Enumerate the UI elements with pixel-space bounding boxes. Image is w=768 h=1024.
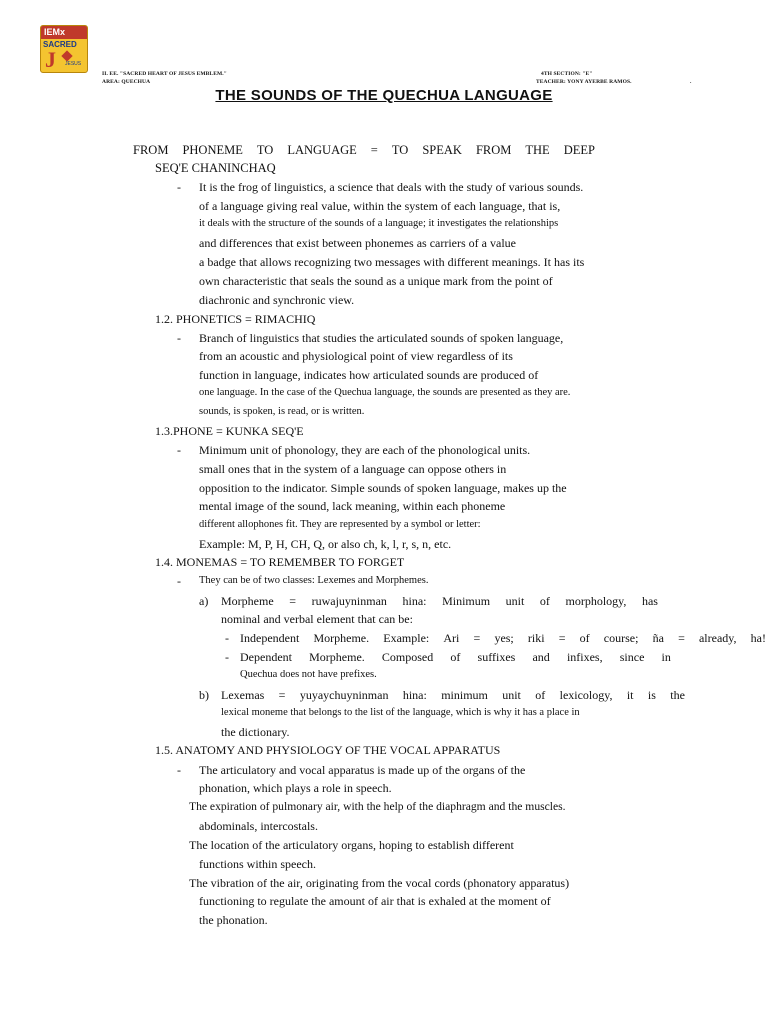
heading-word: TO — [256, 143, 274, 157]
bullet-dash: - — [177, 443, 181, 457]
word: Lexemas — [221, 688, 265, 702]
section-heading-1-4: 1.4. MONEMAS = TO REMEMBER TO FORGET — [155, 555, 405, 569]
word: Composed — [381, 650, 434, 664]
word: of — [539, 594, 550, 608]
word: Ari — [443, 631, 460, 645]
word: lexicology, — [559, 688, 613, 702]
morpheme-definition — [221, 594, 658, 608]
example-line: Example: M, P, H, CH, Q, or also ch, k, l, r, s, n, etc. — [199, 537, 452, 551]
word: = — [678, 631, 685, 645]
word: hina: — [402, 594, 427, 608]
section-heading-1-3: 1.3.PHONE = KUNKA SEQ'E — [155, 424, 304, 438]
paragraph-line: the phonation. — [199, 913, 268, 927]
paragraph-line: mental image of the sound, lack meaning, within each phoneme — [199, 499, 506, 513]
word: in — [661, 650, 671, 664]
word: minimum — [441, 688, 488, 702]
logo-text-small: JESUS — [65, 61, 82, 67]
word: = — [289, 594, 297, 608]
heading-word: = — [370, 143, 378, 157]
dependent-morpheme — [240, 650, 671, 664]
word: ha! — [750, 631, 766, 645]
maple-leaf-icon — [61, 50, 72, 61]
paragraph-line: functioning to regulate the amount of air that is exhaled at the moment of — [199, 894, 551, 908]
heading-word: TO — [391, 143, 409, 157]
word: Example: — [383, 631, 430, 645]
subject-area: AREA: QUECHUA — [102, 79, 151, 85]
word: ña — [652, 631, 664, 645]
teacher-info: TEACHER: YONY AYERBE RAMOS. — [536, 79, 632, 85]
paragraph-line: a badge that allows recognizing two messages with different meanings. It has its — [199, 255, 585, 269]
word: of — [450, 650, 461, 664]
word: Morpheme. — [313, 631, 370, 645]
paragraph-line: abdominals, intercostals. — [199, 819, 318, 833]
logo-text-mid: SACRED — [43, 40, 77, 49]
paragraph-line: from an acoustic and physiological point of view regardless of its — [199, 349, 513, 363]
section-heading-1-2: 1.2. PHONETICS = RIMACHIQ — [155, 312, 316, 326]
bullet-dash: - — [177, 180, 181, 194]
paragraph-line: different allophones fit. They are represented by a symbol or letter: — [199, 519, 481, 530]
word: the — [670, 688, 685, 702]
heading-word: SPEAK — [422, 143, 462, 157]
section-info: 4TH SECTION: "E" — [541, 71, 593, 77]
word: yuyaychuyninman — [299, 688, 389, 702]
paragraph-line: function in language, indicates how articulated sounds are produced of — [199, 368, 539, 382]
logo-letter: J — [45, 47, 56, 72]
list-label-b: b) — [199, 688, 209, 702]
bullet-dash: - — [177, 331, 181, 345]
paragraph-line: lexical moneme that belongs to the list of the language, which is why it has a place in — [221, 707, 580, 718]
paragraph-line: The expiration of pulmonary air, with the help of the diaphragm and the muscles. — [189, 800, 566, 813]
logo-text-top: IEMx — [44, 27, 66, 37]
paragraph-line: The location of the articulatory organs, hoping to establish different — [189, 838, 514, 852]
heading-word: THE — [525, 143, 550, 157]
section-heading-1 — [133, 143, 595, 157]
word: is — [647, 688, 656, 702]
lexeme-definition — [221, 688, 685, 702]
word: Morpheme — [221, 594, 274, 608]
section-heading-1-cont: SEQ'E CHANINCHAQ — [155, 161, 276, 175]
school-name: II. EE. "SACRED HEART OF JESUS EMBLEM." — [102, 71, 227, 77]
page-title: THE SOUNDS OF THE QUECHUA LANGUAGE — [215, 87, 553, 104]
word: unit — [505, 594, 525, 608]
paragraph-line: functions within speech. — [199, 857, 316, 871]
word: since — [619, 650, 645, 664]
heading-word: PHONEME — [182, 143, 243, 157]
bullet-dash: - — [177, 574, 181, 588]
word: Morpheme. — [309, 650, 365, 664]
paragraph-line: Quechua does not have prefixes. — [240, 669, 377, 680]
paragraph-line: own characteristic that seals the sound as a unique mark from the point of — [199, 274, 553, 288]
paragraph-line: The articulatory and vocal apparatus is made up of the organs of the — [199, 763, 526, 777]
paragraph-line: sounds, is spoken, is read, or is written. — [199, 406, 365, 417]
word: and — [532, 650, 550, 664]
bullet-dash: - — [225, 631, 229, 645]
heading-word: FROM — [133, 143, 169, 157]
word: has — [641, 594, 658, 608]
word: of — [535, 688, 546, 702]
word: Independent — [240, 631, 300, 645]
word: Dependent — [240, 650, 292, 664]
heading-word: DEEP — [563, 143, 595, 157]
word: it — [626, 688, 634, 702]
word: riki — [527, 631, 545, 645]
paragraph-line: it deals with the structure of the sounds of a language; it investigates the relationships — [199, 218, 559, 229]
paragraph-line: one language. In the case of the Quechua language, the sounds are presented as they are. — [199, 387, 571, 398]
paragraph-line: They can be of two classes: Lexemes and Morphemes. — [199, 575, 429, 586]
word: = — [473, 631, 481, 645]
paragraph-line: opposition to the indicator. Simple sounds of spoken language, makes up the — [199, 481, 567, 495]
paragraph-line: of a language giving real value, within the system of each language, that is, — [199, 199, 561, 213]
paragraph-line: It is the frog of linguistics, a science that deals with the study of various sounds. — [199, 180, 584, 194]
word: unit — [502, 688, 521, 702]
word: yes; — [494, 631, 514, 645]
paragraph-line: and differences that exist between phonemes as carriers of a value — [199, 236, 516, 250]
heading-word: LANGUAGE — [287, 143, 357, 157]
paragraph-line: small ones that in the system of a language can oppose others in — [199, 462, 507, 476]
word: already, — [698, 631, 737, 645]
list-label-a: a) — [199, 594, 209, 608]
word: course; — [603, 631, 639, 645]
paragraph-line: The vibration of the air, originating from the vocal cords (phonatory apparatus) — [189, 876, 570, 890]
word: ruwajuyninman — [311, 594, 387, 608]
heading-word: FROM — [475, 143, 512, 157]
word: Minimum — [442, 594, 491, 608]
paragraph-line: nominal and verbal element that can be: — [221, 612, 413, 626]
word: = — [558, 631, 566, 645]
paragraph-line: Branch of linguistics that studies the articulated sounds of spoken language, — [199, 331, 564, 345]
word: = — [278, 688, 286, 702]
paragraph-line: diachronic and synchronic view. — [199, 293, 355, 307]
paragraph-line: the dictionary. — [221, 725, 290, 739]
word: morphology, — [565, 594, 627, 608]
word: suffixes — [477, 650, 516, 664]
independent-morpheme — [240, 631, 766, 645]
bullet-dash: - — [177, 763, 181, 777]
header-dot: . — [690, 79, 692, 85]
bullet-dash: - — [225, 650, 229, 664]
word: infixes, — [566, 650, 603, 664]
word: hina: — [402, 688, 427, 702]
school-logo — [40, 25, 88, 73]
word: of — [579, 631, 590, 645]
paragraph-line: Minimum unit of phonology, they are each of the phonological units. — [199, 443, 531, 457]
paragraph-line: phonation, which plays a role in speech. — [199, 781, 392, 795]
section-heading-1-5: 1.5. ANATOMY AND PHYSIOLOGY OF THE VOCAL APPARATUS — [155, 743, 501, 757]
